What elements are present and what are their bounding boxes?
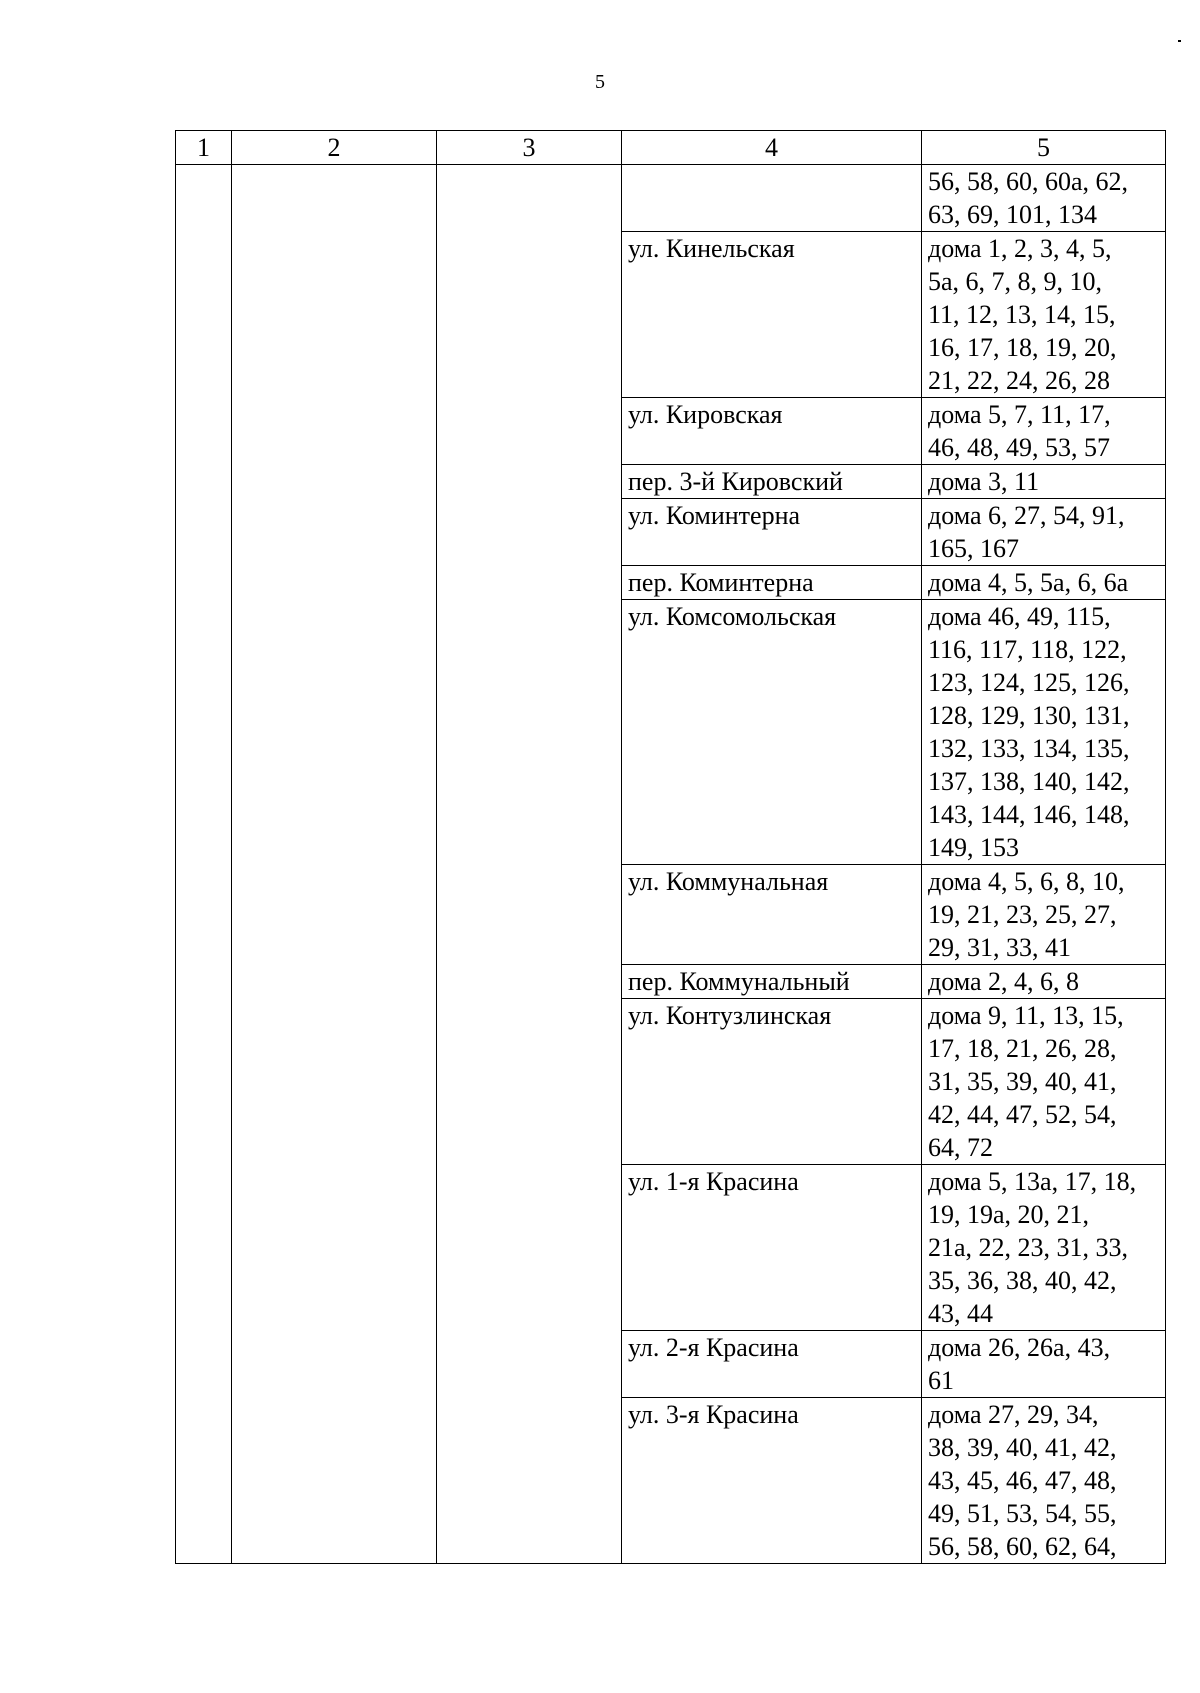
houses-cell: дома 2, 4, 6, 8: [922, 965, 1166, 999]
column-2-cell: [232, 165, 437, 1564]
column-header-5: 5: [922, 131, 1166, 165]
header-row: [176, 131, 1166, 165]
houses-cell: дома 5, 7, 11, 17, 46, 48, 49, 53, 57: [922, 398, 1166, 465]
street-cell: ул. Кировская: [622, 398, 922, 465]
street-cell: [622, 165, 922, 232]
column-header-4: 4: [622, 131, 922, 165]
address-table: [175, 130, 1166, 1564]
column-header-3: 3: [437, 131, 622, 165]
houses-cell: дома 3, 11: [922, 465, 1166, 499]
scan-speck: [1178, 40, 1181, 42]
houses-cell: дома 26, 26а, 43, 61: [922, 1331, 1166, 1398]
houses-cell: дома 27, 29, 34, 38, 39, 40, 41, 42, 43, 45, 46, 47, 48, 49, 51, 53, 54, 55, 56, 58, 60, 62, 64,: [922, 1398, 1166, 1564]
column-header-1: 1: [176, 131, 232, 165]
street-cell: пер. Коминтерна: [622, 566, 922, 600]
street-cell: ул. Кинельская: [622, 232, 922, 398]
street-cell: ул. 1-я Красина: [622, 1165, 922, 1331]
houses-cell: дома 46, 49, 115, 116, 117, 118, 122, 123, 124, 125, 126, 128, 129, 130, 131, 132, 133, 134, 135, 137, 138, 140, 142, 143, 144, 146, 148, 149, 153: [922, 600, 1166, 865]
houses-cell: дома 9, 11, 13, 15, 17, 18, 21, 26, 28, 31, 35, 39, 40, 41, 42, 44, 47, 52, 54, 64, 72: [922, 999, 1166, 1165]
column-3-cell: [437, 165, 622, 1564]
column-header-2: 2: [232, 131, 437, 165]
street-cell: пер. 3-й Кировский: [622, 465, 922, 499]
street-cell: пер. Коммунальный: [622, 965, 922, 999]
houses-cell: 56, 58, 60, 60а, 62, 63, 69, 101, 134: [922, 165, 1166, 232]
houses-cell: дома 6, 27, 54, 91, 165, 167: [922, 499, 1166, 566]
table-row: [176, 165, 1166, 232]
street-cell: ул. Контузлинская: [622, 999, 922, 1165]
street-cell: ул. Коммунальная: [622, 865, 922, 965]
houses-cell: дома 1, 2, 3, 4, 5, 5а, 6, 7, 8, 9, 10, 11, 12, 13, 14, 15, 16, 17, 18, 19, 20, 21, 22, 24, 26, 28: [922, 232, 1166, 398]
page-number: 5: [595, 71, 605, 93]
table-body: [176, 165, 1166, 1564]
street-cell: ул. Комсомольская: [622, 600, 922, 865]
street-cell: ул. 2-я Красина: [622, 1331, 922, 1398]
street-cell: ул. Коминтерна: [622, 499, 922, 566]
houses-cell: дома 4, 5, 6, 8, 10, 19, 21, 23, 25, 27, 29, 31, 33, 41: [922, 865, 1166, 965]
column-1-cell: [176, 165, 232, 1564]
street-cell: ул. 3-я Красина: [622, 1398, 922, 1564]
houses-cell: дома 4, 5, 5а, 6, 6а: [922, 566, 1166, 600]
houses-cell: дома 5, 13а, 17, 18, 19, 19а, 20, 21, 21а, 22, 23, 31, 33, 35, 36, 38, 40, 42, 43, 44: [922, 1165, 1166, 1331]
